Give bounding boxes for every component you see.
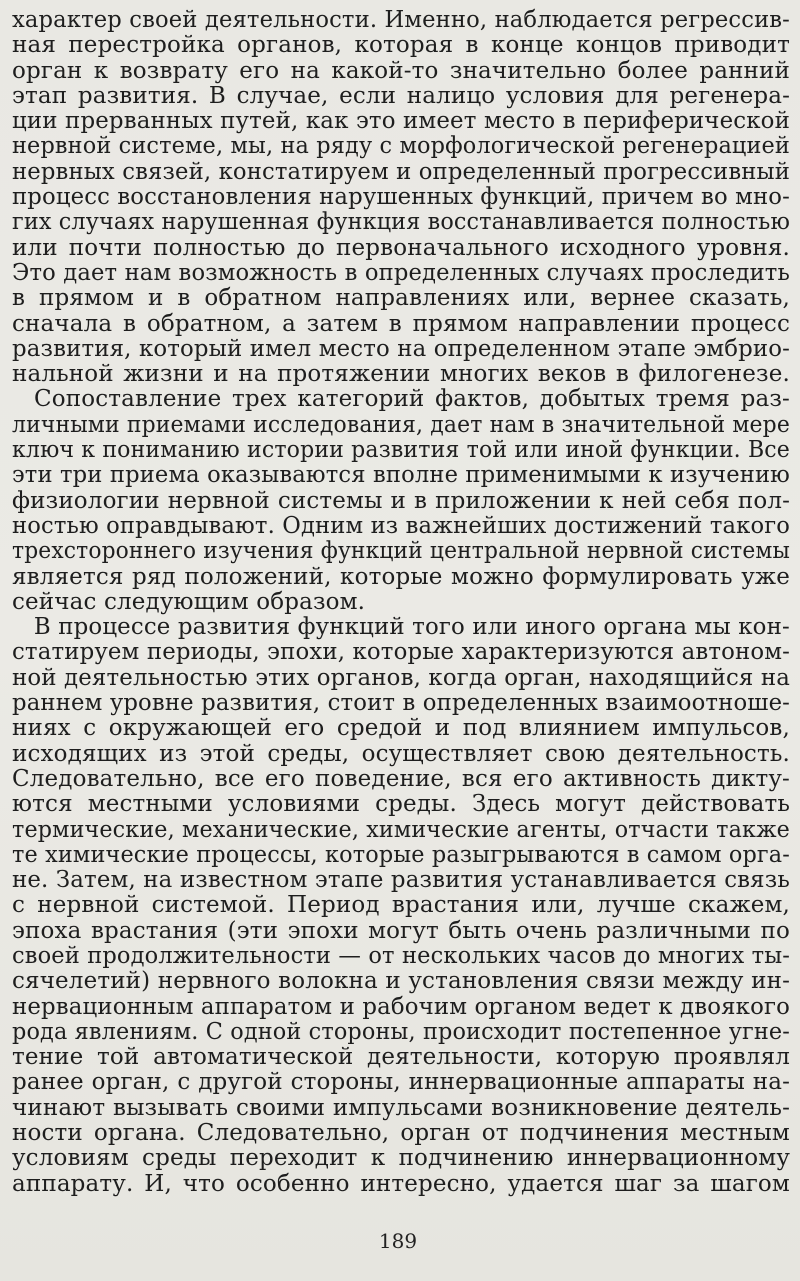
text-line: развития, который имел место на определенном этапе эмбрио-: [12, 335, 791, 362]
text-line: гих случаях нарушенная функция восстанавливается полностью: [12, 209, 791, 236]
text-line: ной деятельностью этих органов, когда орган, находящийся на: [12, 664, 791, 691]
text-line: своей продолжительности — от нескольких часов до многих ты-: [12, 942, 791, 969]
text-line: является ряд положений, которые можно формулировать уже: [12, 563, 790, 590]
text-line: трехстороннего изучения функций центральной нервной системы: [12, 538, 790, 565]
text-line: нервационным аппаратом и рабочим органом ведет к двоякого: [12, 993, 790, 1020]
text-line: чинают вызывать своими импульсами возникновение деятель-: [12, 1094, 791, 1121]
text-line: характер своей деятельности. Именно, наблюдается регрессив-: [12, 7, 790, 33]
text-line: исходящих из этой среды, осуществляет свою деятельность.: [12, 740, 790, 767]
text-line: с нервной системой. Период врастания или, лучше скажем,: [12, 892, 791, 919]
text-line: Это дает нам возможность в определенных случаях проследить: [12, 259, 790, 286]
text-line: сячелетий) нервного волокна и установления связи между ин-: [12, 968, 790, 995]
text-line: сейчас следующим образом.: [12, 588, 366, 615]
text-line: или почти полностью до первоначального исходного уровня.: [12, 234, 790, 261]
text-line: ностью оправдывают. Одним из важнейших достижений такого: [12, 512, 791, 539]
text-line: сначала в обратном, а затем в прямом направлении процесс: [12, 310, 790, 337]
text-line: ниях с окружающей его средой и под влиянием импульсов,: [12, 715, 790, 742]
paragraph-start-line: В процессе развития функций того или иного органа мы кон-: [33, 614, 790, 641]
text-line: те химические процессы, которые разыгрываются в самом орга-: [12, 841, 790, 868]
paragraph-start-line: Сопоставление трех категорий фактов, добытых тремя раз-: [34, 386, 790, 413]
text-line: Следовательно, все его поведение, вся его активность дикту-: [12, 765, 790, 792]
text-line: эти три приема оказываются вполне применимыми к изучению: [12, 462, 791, 489]
page-number: 189: [378, 1229, 418, 1253]
text-line: ции прерванных путей, как это имеет место в периферической: [12, 108, 790, 135]
text-line: ности органа. Следовательно, орган от подчинения местным: [12, 1120, 790, 1147]
text-line: эпоха врастания (эти эпохи могут быть очень различными по: [12, 917, 790, 944]
text-line: физиологии нервной системы и в приложении к ней себя пол-: [12, 487, 791, 514]
text-line: ная перестройка органов, которая в конце концов приводит: [12, 32, 790, 59]
text-line: условиям среды переходит к подчинению иннервационному: [12, 1145, 791, 1172]
text-line: ранее орган, с другой стороны, иннервационные аппараты на-: [12, 1069, 791, 1096]
text-line: не. Затем, на известном этапе развития устанавливается связь: [12, 867, 790, 894]
text-line: термические, механические, химические агенты, отчасти также: [12, 816, 790, 843]
text-line: аппарату. И, что особенно интересно, удается шаг за шагом: [12, 1170, 790, 1197]
text-line: нервных связей, констатируем и определенный прогрессивный: [12, 158, 790, 185]
text-line: тение той автоматической деятельности, которую проявлял: [12, 1044, 790, 1071]
text-line: этап развития. В случае, если налицо условия для регенера-: [12, 82, 790, 109]
body-text: [12, 8, 790, 1197]
text-line: ключ к пониманию истории развития той или иной функции. Все: [12, 437, 790, 464]
text-line: статируем периоды, эпохи, которые характеризуются автоном-: [12, 639, 791, 666]
text-line: нальной жизни и на протяжении многих веков в филогенезе.: [12, 361, 790, 388]
text-line: личными приемами исследования, дает нам в значительной мере: [12, 411, 790, 438]
text-line: процесс восстановления нарушенных функций, причем во мно-: [12, 184, 790, 211]
text-line: в прямом и в обратном направлениях или, вернее сказать,: [12, 285, 790, 312]
text-line: раннем уровне развития, стоит в определенных взаимоотноше-: [12, 690, 791, 717]
text-line: орган к возврату его на какой-то значительно более ранний: [12, 57, 790, 84]
text-line: нервной системе, мы, на ряду с морфологической регенерацией: [12, 133, 790, 160]
text-line: рода явлениям. С одной стороны, происходит постепенное угне-: [12, 1018, 790, 1045]
text-line: ются местными условиями среды. Здесь могут действовать: [12, 791, 791, 818]
